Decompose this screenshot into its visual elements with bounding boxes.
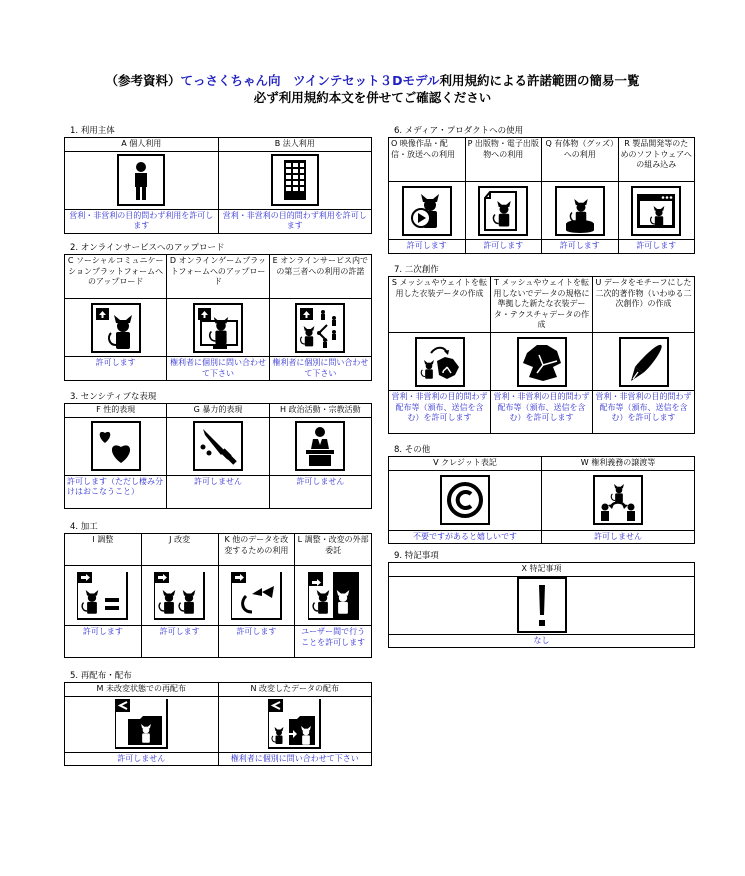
item-answer-w: 許可しません <box>542 530 695 544</box>
title-subline: 必ず利用規約本文を併せてご確認ください <box>253 90 492 105</box>
item-answer-d: 権利者に個別に問い合わせて下さい <box>167 357 269 381</box>
item-header-e: E オンラインサービス内での第三者への利用の許諾 <box>269 255 371 299</box>
section-table <box>388 562 695 648</box>
pen-icon <box>619 337 669 387</box>
item-header-j: J 改変 <box>141 534 218 566</box>
item-answer-v: 不要ですがあると嬉しいです <box>389 530 542 544</box>
section-table <box>388 137 695 254</box>
item-header-i: I 調整 <box>65 534 142 566</box>
copyright-icon <box>440 475 490 525</box>
section-label: 2. オンラインサービスへのアップロード <box>70 243 225 253</box>
software-icon <box>631 186 681 236</box>
item-header-d: D オンラインゲームプラットフォームへのアップロード <box>167 255 269 299</box>
item-answer-e: 権利者に個別に問い合わせて下さい <box>269 357 371 381</box>
item-answer-k: 許可します <box>218 626 295 658</box>
section-table <box>64 254 372 381</box>
item-answer-g: 許可しません <box>167 475 269 508</box>
figure-icon <box>555 186 605 236</box>
item-answer-x: なし <box>389 634 695 648</box>
item-answer-l: ユーザー間で行うことを許可します <box>295 626 372 658</box>
section-derivative-works <box>388 264 695 434</box>
section-processing <box>64 521 372 658</box>
modify-icon <box>154 572 205 620</box>
item-answer-u: 営利・非営利の目的問わず配布等（頒布、送信を含む）を許可します <box>593 391 695 434</box>
item-header-q: Q 有体物（グッズ）への利用 <box>542 138 619 182</box>
section-online-upload <box>64 242 372 381</box>
item-header-u: U データをモチーフにした二次的著作物（いわゆる二次創作）の作成 <box>593 277 695 333</box>
item-header-p: P 出版物・電子出版物への利用 <box>465 138 542 182</box>
item-header-a: A 個人利用 <box>65 138 219 152</box>
section-label: 1. 利用主体 <box>70 126 115 136</box>
section-other <box>388 444 695 544</box>
item-answer-m: 許可しません <box>65 752 219 766</box>
item-answer-r: 許可します <box>618 240 695 254</box>
section-label: 4. 加工 <box>70 522 98 532</box>
item-header-m: M 未改変状態での再配布 <box>65 683 219 697</box>
podium-icon <box>295 421 345 471</box>
item-answer-o: 許可します <box>389 240 466 254</box>
knife-icon <box>193 421 243 471</box>
redistribute-icon <box>115 699 168 749</box>
section-label: 7. 二次創作 <box>394 265 439 275</box>
item-header-r: R 製品開発等のためのソフトウェアへの組み込み <box>618 138 695 182</box>
item-header-h: H 政治活動・宗教活動 <box>269 404 371 418</box>
item-header-o: O 映像作品・配信・放送への利用 <box>389 138 466 182</box>
person-icon <box>117 154 165 206</box>
upload-game-icon <box>193 303 243 353</box>
section-label: 6. メディア・プロダクトへの使用 <box>394 126 524 136</box>
section-label: 5. 再配布・配布 <box>70 671 132 681</box>
title-highlight: てっさくちゃん向 ツインテセット３Dモデル <box>180 73 440 88</box>
item-header-g: G 暴力的表現 <box>167 404 269 418</box>
hearts-icon <box>91 421 141 471</box>
item-header-n: N 改変したデータの配布 <box>218 683 372 697</box>
section-label: 9. 特記事項 <box>394 551 439 561</box>
upload-social-icon <box>91 303 141 353</box>
section-special-notes <box>388 550 695 648</box>
title-suffix: 利用規約による許諾範囲の簡易一覧 <box>439 73 640 88</box>
distribute-modified-icon <box>268 699 321 749</box>
costume-transfer-icon <box>415 337 465 387</box>
section-table <box>64 533 372 658</box>
video-icon <box>402 186 452 236</box>
building-icon <box>271 154 319 206</box>
item-answer-a: 営利・非営利の目的問わず利用を許可します <box>65 209 219 233</box>
section-label: 3. センシティブな表現 <box>70 392 157 402</box>
item-answer-f: 許可します（ただし棲み分けはおこなうこと） <box>65 475 167 508</box>
section-table <box>64 403 372 509</box>
item-header-l: L 調整・改変の外部委託 <box>295 534 372 566</box>
item-header-t: T メッシュやウェイトを転用しないでデータの規格に準拠した新たな衣装データ・テクスチャデータの作成 <box>491 277 593 333</box>
item-answer-n: 権利者に個別に問い合わせて下さい <box>218 752 372 766</box>
section-sensitive-expression <box>64 391 372 509</box>
item-answer-s: 営利・非営利の目的問わず配布等（頒布、送信を含む）を許可します <box>389 391 491 434</box>
document-title <box>0 72 745 106</box>
item-header-f: F 性的表現 <box>65 404 167 418</box>
transfer-rights-icon <box>593 475 643 525</box>
item-header-v: V クレジット表記 <box>389 457 542 471</box>
item-answer-i: 許可します <box>65 626 142 658</box>
item-header-w: W 権利義務の譲渡等 <box>542 457 695 471</box>
item-answer-q: 許可します <box>542 240 619 254</box>
section-media-product <box>388 125 695 254</box>
section-table <box>64 137 372 234</box>
section-label: 8. その他 <box>394 445 431 455</box>
costume-icon <box>517 337 567 387</box>
item-header-x: X 特記事項 <box>389 563 695 577</box>
item-answer-h: 許可しません <box>269 475 371 508</box>
section-table <box>388 456 695 544</box>
item-answer-c: 許可します <box>65 357 167 381</box>
parts-icon <box>231 572 282 620</box>
item-header-s: S メッシュやウェイトを転用した衣装データの作成 <box>389 277 491 333</box>
adjust-icon <box>77 572 128 620</box>
item-answer-p: 許可します <box>465 240 542 254</box>
item-answer-j: 許可します <box>141 626 218 658</box>
section-redistribution <box>64 670 372 766</box>
section-usage-subject <box>64 125 372 234</box>
section-table <box>388 276 695 434</box>
item-answer-t: 営利・非営利の目的問わず配布等（頒布、送信を含む）を許可します <box>491 391 593 434</box>
upload-share-icon <box>295 303 345 353</box>
item-answer-b: 営利・非営利の目的問わず利用を許可します <box>218 209 372 233</box>
exclamation-icon <box>517 577 567 633</box>
section-table <box>64 682 372 766</box>
title-prefix: （参考資料） <box>105 73 181 88</box>
item-header-c: C ソーシャルコミュニケーションプラットフォームへのアップロード <box>65 255 167 299</box>
item-header-b: B 法人利用 <box>218 138 372 152</box>
publication-icon <box>478 186 528 236</box>
outsource-icon <box>308 572 359 620</box>
item-header-k: K 他のデータを改変するための利用 <box>218 534 295 566</box>
